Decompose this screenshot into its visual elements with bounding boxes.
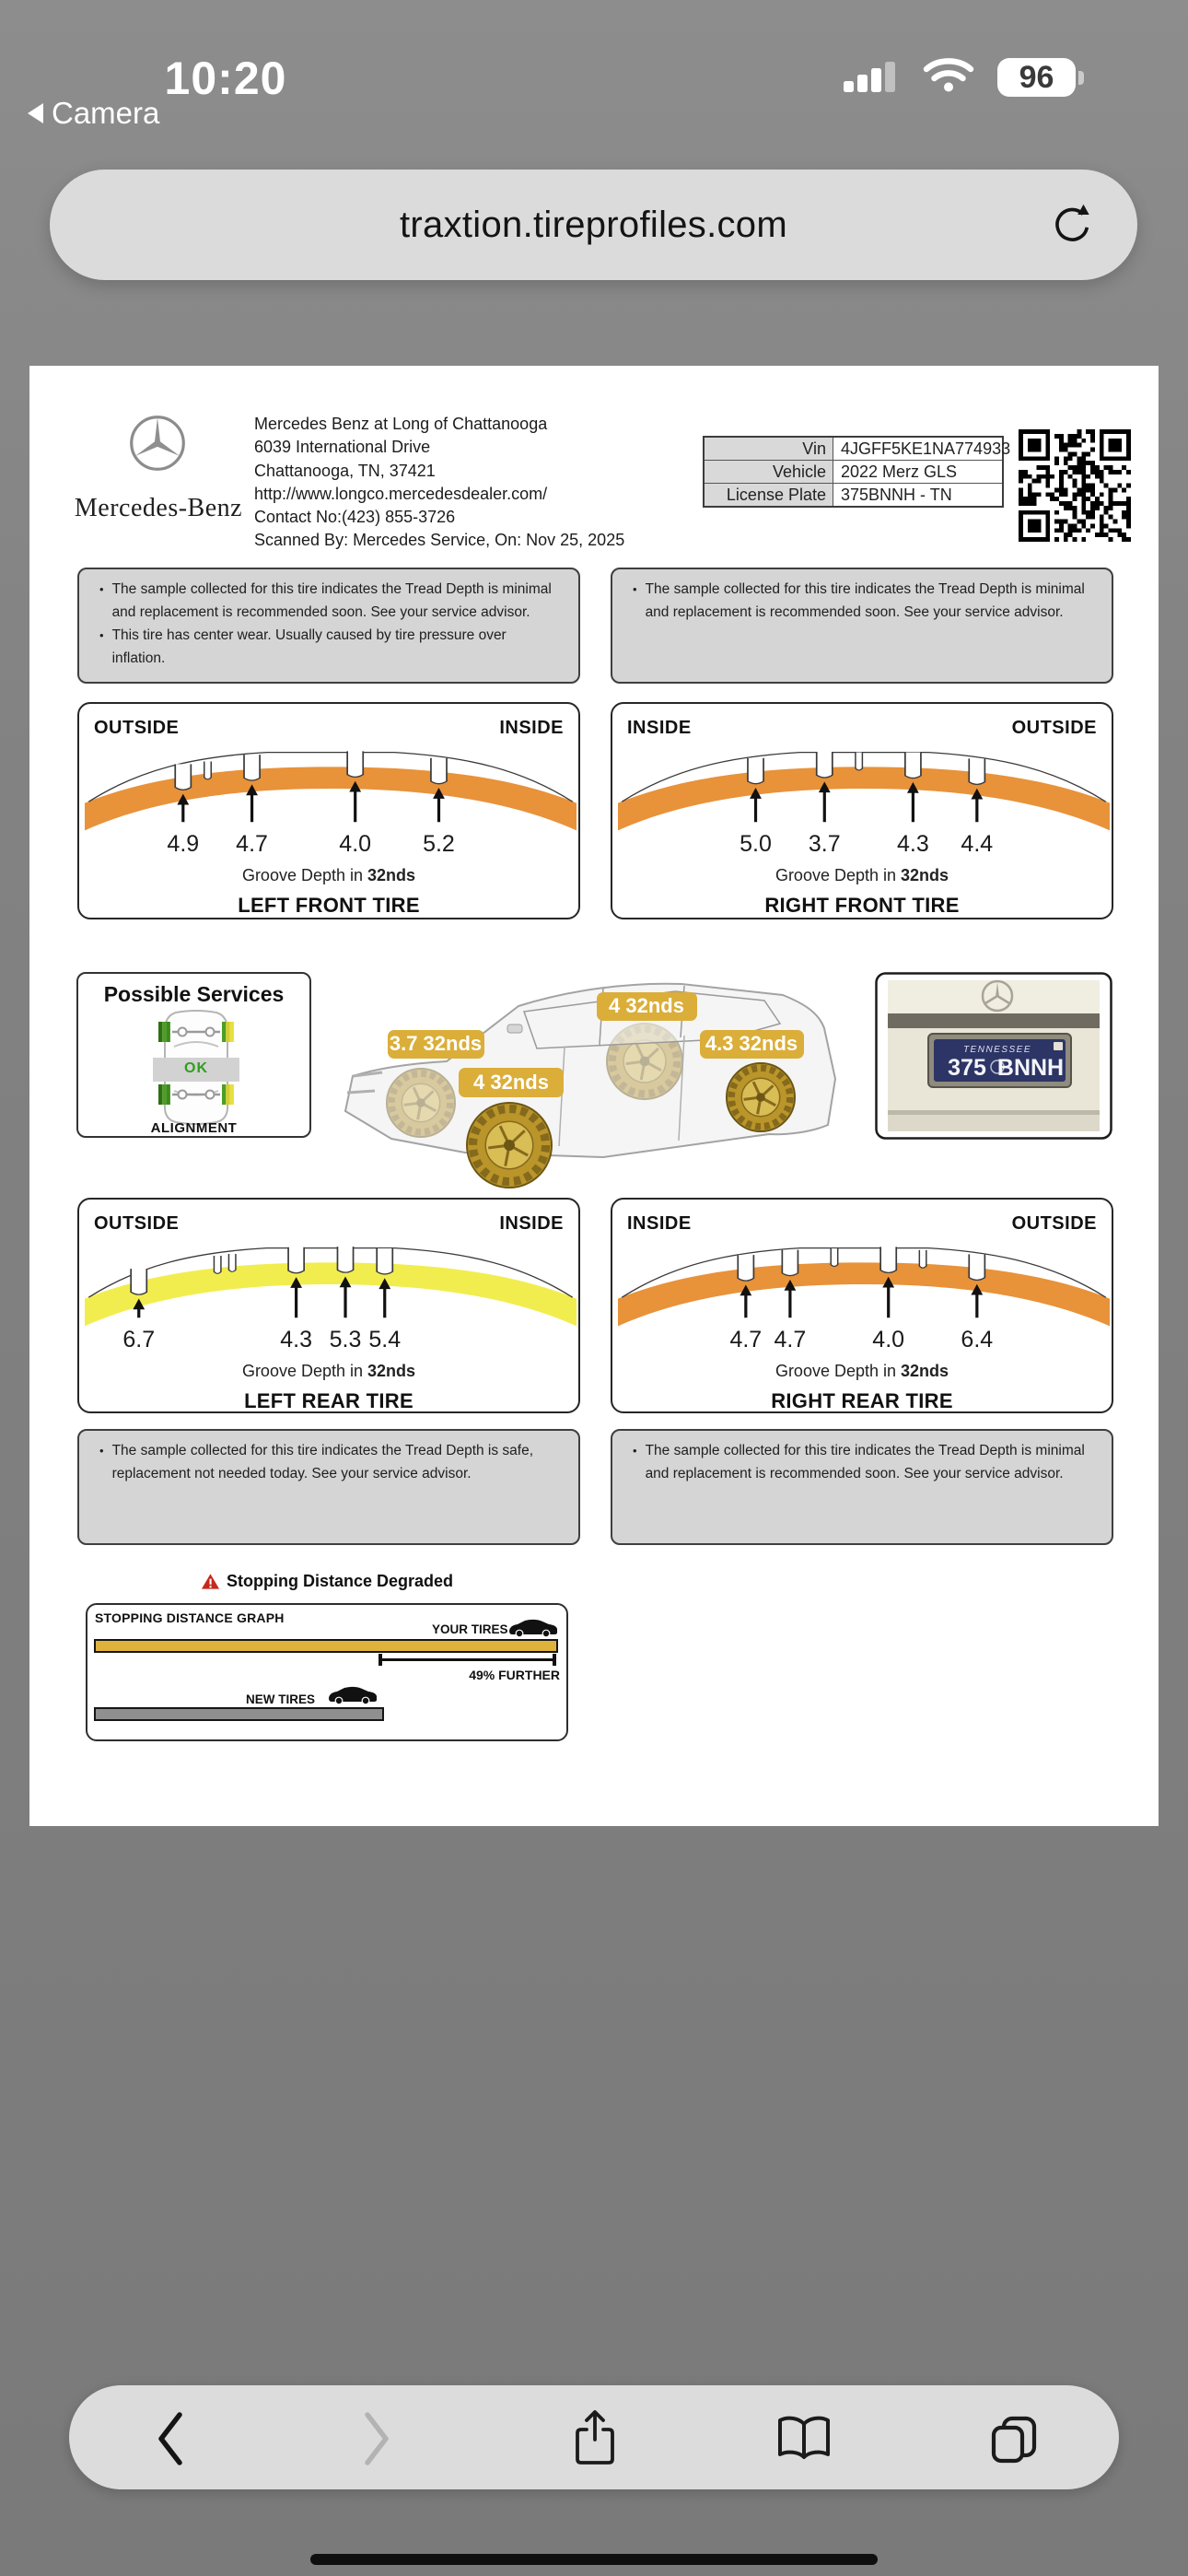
dealer-street: 6039 International Drive xyxy=(254,438,431,457)
groove-depth-value: 4.3 xyxy=(280,1327,312,1352)
possible-services-title: Possible Services xyxy=(103,982,285,1006)
forward-button[interactable] xyxy=(361,2410,392,2467)
tread-profile-graphic xyxy=(618,1236,1110,1332)
groove-depth-caption: Groove Depth in 32nds xyxy=(241,866,416,884)
tire-edge-label: OUTSIDE xyxy=(94,718,180,738)
mercedes-star-logo xyxy=(128,414,187,473)
new-tires-bar xyxy=(94,1707,384,1721)
new-tires-label: NEW TIRES xyxy=(246,1692,316,1706)
tread-profile-graphic xyxy=(618,741,1110,837)
dealer-city: Chattanooga, TN, 37421 xyxy=(254,461,436,480)
groove-depth-values xyxy=(79,1327,582,1354)
graph-title: STOPPING DISTANCE GRAPH xyxy=(95,1610,285,1625)
bullet: • xyxy=(99,582,104,596)
tire-title: LEFT FRONT TIRE xyxy=(238,894,420,917)
plate-value: 375BNNH - TN xyxy=(833,484,1002,506)
tread-depth-overlay-pill xyxy=(459,1068,564,1097)
mercedes-wordmark: Mercedes-Benz xyxy=(74,494,243,522)
dealer-name: Mercedes Benz at Long of Chattanooga xyxy=(254,415,548,433)
rear-left-tire-status xyxy=(158,1084,170,1105)
tire-edge-label: INSIDE xyxy=(499,718,564,738)
note-right-rear xyxy=(611,1429,1113,1545)
alignment-label: ALIGNMENT xyxy=(150,1120,238,1136)
vehicle-value: 2022 Merz GLS xyxy=(833,461,1002,483)
stopping-distance-heading: Stopping Distance Degraded xyxy=(86,1572,568,1591)
qr-code xyxy=(1019,429,1131,542)
your-tires-car-icon xyxy=(507,1617,560,1637)
back-button[interactable] xyxy=(155,2410,186,2467)
note-text: The sample collected for this tire indicates the Tread Depth is minimal and replacement is recommended soon. See your service advisor. xyxy=(645,1443,1085,1481)
back-triangle-icon xyxy=(28,103,43,123)
groove-depth-value: 4.9 xyxy=(167,831,200,857)
scanned-by: Scanned By: Mercedes Service, On: Nov 25, 2025 xyxy=(254,531,625,550)
right-front-tire-panel xyxy=(611,702,1113,919)
groove-depth-value: 4.4 xyxy=(961,831,994,857)
tread-depth-overlay-pill xyxy=(388,1030,484,1059)
groove-depth-value: 6.7 xyxy=(122,1327,156,1352)
plate-state: TENNESSEE xyxy=(962,1045,1032,1055)
tire-edge-label: INSIDE xyxy=(499,1213,564,1234)
bullet: • xyxy=(633,1444,637,1458)
groove-depth-value: 5.2 xyxy=(423,831,455,857)
plate-number: 375 xyxy=(948,1055,986,1081)
svg-text:3.7 32nds: 3.7 32nds xyxy=(389,1032,483,1055)
dealer-phone: Contact No:(423) 855-3726 xyxy=(254,508,456,527)
vehicle-label: Vehicle xyxy=(705,461,833,483)
status-time: 10:20 xyxy=(164,53,287,104)
vin-value: 4JGFF5KE1NA774933 xyxy=(833,438,1002,460)
stopping-distance-graph xyxy=(86,1603,568,1741)
plate-number: BNNH xyxy=(996,1055,1065,1081)
bullet: • xyxy=(633,582,637,596)
home-indicator[interactable] xyxy=(310,2554,878,2565)
plate-label: License Plate xyxy=(705,484,833,506)
note-right-front xyxy=(611,568,1113,684)
front-left-tire-status xyxy=(158,1022,170,1042)
groove-depth-caption: Groove Depth in 32nds xyxy=(775,866,949,884)
warning-icon xyxy=(201,1573,220,1590)
groove-depth-value: 4.0 xyxy=(872,1327,905,1352)
vin-label: Vin xyxy=(705,438,833,460)
groove-depth-value: 4.7 xyxy=(729,1327,763,1352)
battery-nub xyxy=(1078,71,1084,85)
tire-title: RIGHT FRONT TIRE xyxy=(764,894,960,917)
groove-depth-values xyxy=(612,1327,1115,1354)
address-bar[interactable] xyxy=(50,170,1137,280)
back-app-label: Camera xyxy=(52,96,160,130)
groove-depth-value: 5.4 xyxy=(368,1327,402,1352)
groove-depth-caption: Groove Depth in 32nds xyxy=(775,1362,949,1380)
tread-profile-graphic xyxy=(85,741,577,837)
tire-title: LEFT REAR TIRE xyxy=(244,1389,413,1412)
tire-edge-label: OUTSIDE xyxy=(94,1213,180,1234)
groove-depth-values xyxy=(612,831,1115,859)
svg-text:4.3 32nds: 4.3 32nds xyxy=(705,1032,798,1055)
your-tires-label: YOUR TIRES xyxy=(432,1622,508,1636)
groove-depth-values xyxy=(79,831,582,859)
tire-title: RIGHT REAR TIRE xyxy=(771,1389,953,1412)
note-text: The sample collected for this tire indicates the Tread Depth is minimal and replacement is recommended soon. See your service advisor. xyxy=(645,581,1085,620)
battery-icon xyxy=(997,58,1076,97)
tread-depth-overlay-pill xyxy=(597,992,697,1021)
groove-depth-value: 3.7 xyxy=(808,831,841,857)
groove-depth-value: 5.3 xyxy=(329,1327,362,1352)
left-rear-tire-panel xyxy=(77,1198,580,1413)
bookmarks-button[interactable] xyxy=(774,2414,834,2464)
tire-edge-label: INSIDE xyxy=(627,1213,692,1234)
note-left-rear xyxy=(77,1429,580,1545)
groove-depth-value: 4.7 xyxy=(236,831,268,857)
tire-edge-label: OUTSIDE xyxy=(1011,1213,1097,1234)
groove-depth-value: 5.0 xyxy=(740,831,772,857)
share-button[interactable] xyxy=(569,2406,621,2469)
vehicle-illustration xyxy=(327,936,843,1199)
svg-text:4 32nds: 4 32nds xyxy=(609,994,684,1017)
front-right-tire-status xyxy=(222,1022,234,1042)
bullet: • xyxy=(99,1444,104,1458)
dealer-url: http://www.longco.mercedesdealer.com/ xyxy=(254,484,548,503)
groove-depth-value: 4.7 xyxy=(774,1327,807,1352)
groove-depth-value: 4.3 xyxy=(897,831,929,857)
rear-right-tire-status xyxy=(222,1084,234,1105)
right-rear-tire-panel xyxy=(611,1198,1113,1413)
back-to-camera-link[interactable] xyxy=(28,96,159,131)
reload-icon[interactable] xyxy=(1051,201,1093,247)
tread-profile-graphic xyxy=(85,1236,577,1332)
tread-depth-overlay-pill xyxy=(700,1030,804,1059)
groove-depth-value: 4.0 xyxy=(339,831,372,857)
groove-depth-caption: Groove Depth in 32nds xyxy=(241,1362,416,1380)
bullet: • xyxy=(99,628,104,642)
difference-label: 49% FURTHER xyxy=(469,1668,560,1682)
wifi-icon xyxy=(923,55,974,92)
dealer-info xyxy=(254,413,624,553)
url-text: traxtion.tireprofiles.com xyxy=(400,204,787,245)
left-front-tire-panel xyxy=(77,702,580,919)
note-text: This tire has center wear. Usually caused by tire pressure over inflation. xyxy=(111,627,507,666)
vehicle-info-table xyxy=(703,436,1011,508)
note-left-front xyxy=(77,568,580,684)
your-tires-bar xyxy=(94,1639,558,1653)
tire-edge-label: OUTSIDE xyxy=(1011,718,1097,738)
license-plate-photo xyxy=(875,972,1112,1140)
groove-depth-value: 6.4 xyxy=(961,1327,994,1352)
battery-percent: 96 xyxy=(1019,59,1054,95)
tire-edge-label: INSIDE xyxy=(627,718,692,738)
difference-bracket xyxy=(379,1658,556,1661)
cellular-signal-icon xyxy=(844,62,901,92)
svg-text:4 32nds: 4 32nds xyxy=(473,1071,549,1094)
note-text: The sample collected for this tire indicates the Tread Depth is minimal and replacement is recommended soon. See your service advisor. xyxy=(111,581,552,620)
tabs-button[interactable] xyxy=(987,2412,1041,2465)
alignment-status: OK xyxy=(184,1060,208,1076)
note-text: The sample collected for this tire indicates the Tread Depth is safe, replacement not needed today. See your service advisor. xyxy=(111,1443,534,1481)
new-tires-car-icon xyxy=(326,1684,379,1704)
